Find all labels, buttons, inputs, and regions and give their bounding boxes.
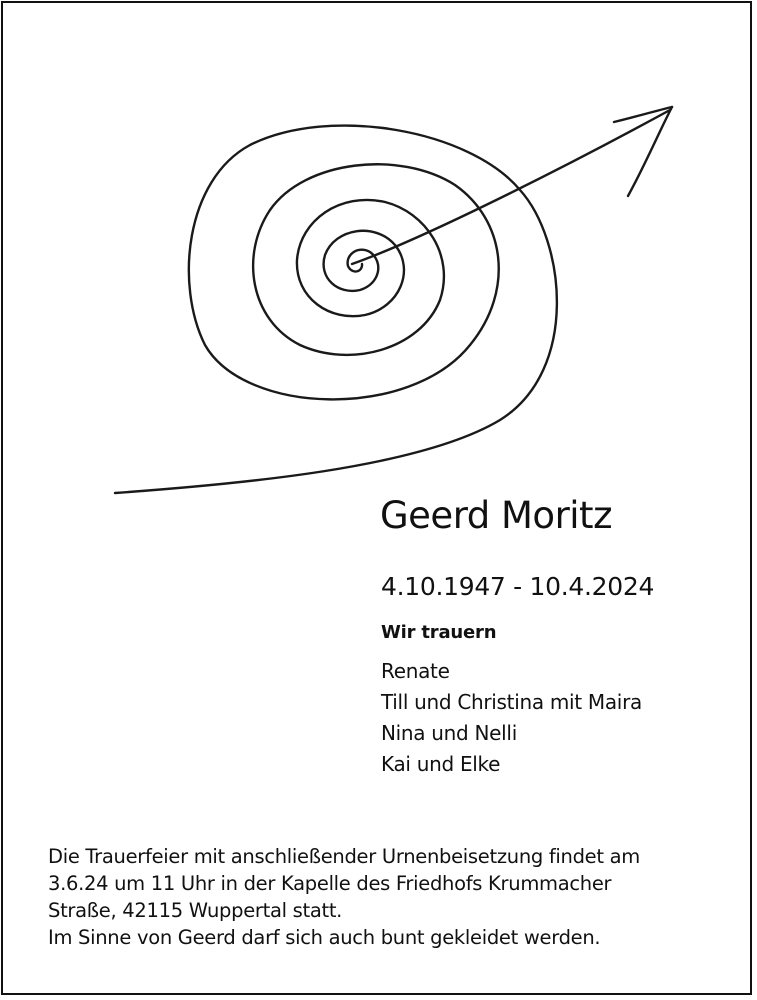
mourner-entry: Kai und Elke bbox=[381, 752, 501, 776]
mourners-list bbox=[381, 656, 642, 780]
ceremony-line: 3.6.24 um 11 Uhr in der Kapelle des Friedhofs Krummacher bbox=[48, 872, 612, 895]
mourner-entry: Nina und Nelli bbox=[381, 721, 517, 745]
mourner-entry: Renate bbox=[381, 659, 450, 683]
ceremony-line: Die Trauerfeier mit anschließender Urnenbeisetzung findet am bbox=[48, 845, 640, 868]
mourner-entry: Till und Christina mit Maira bbox=[381, 690, 642, 714]
ceremony-line: Im Sinne von Geerd darf sich auch bunt gekleidet werden. bbox=[48, 926, 601, 949]
arrow-shaft bbox=[352, 110, 670, 264]
spiral-line bbox=[115, 126, 557, 493]
mourning-heading: Wir trauern bbox=[381, 622, 497, 643]
life-dates: 4.10.1947 - 10.4.2024 bbox=[381, 572, 655, 601]
ceremony-line: Straße, 42115 Wuppertal statt. bbox=[48, 899, 343, 922]
ceremony-info bbox=[48, 843, 640, 951]
deceased-name: Geerd Moritz bbox=[380, 494, 612, 537]
